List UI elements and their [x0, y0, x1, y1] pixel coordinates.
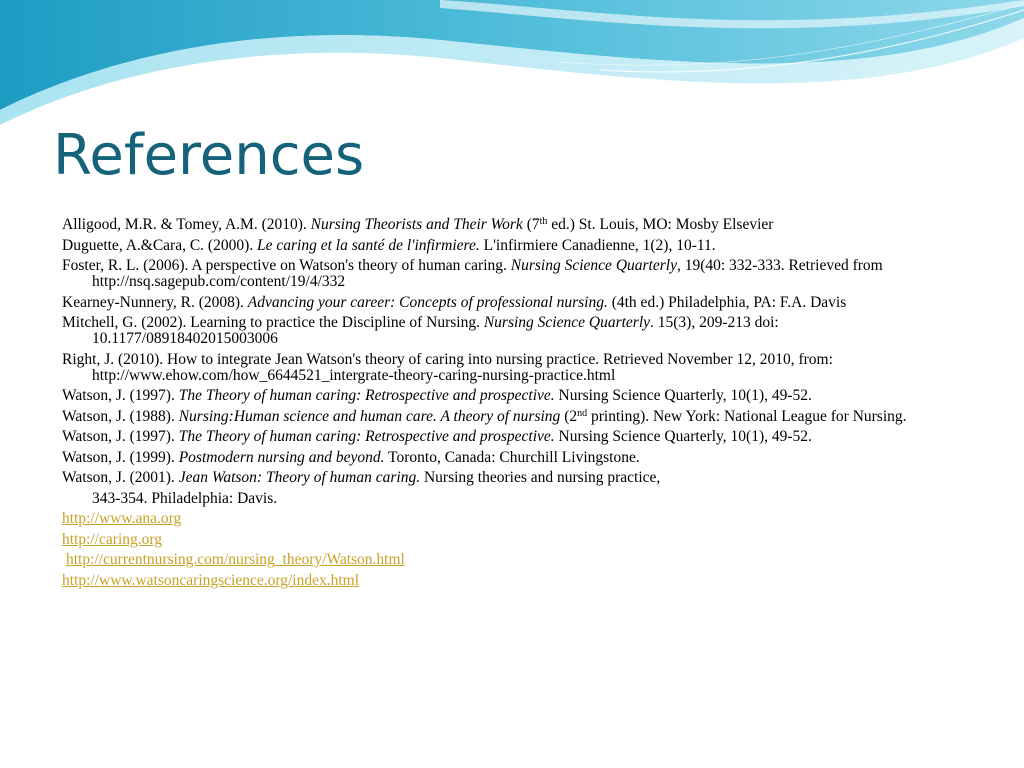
reference-work: Le caring et la santé de l'infirmiere.	[257, 236, 480, 254]
caring-link[interactable]: http://caring.org	[62, 530, 163, 548]
reference-superscript: th	[539, 216, 548, 227]
reference-author: Foster, R. L. (2006). A perspective on Watson's theory of human caring.	[62, 257, 511, 274]
reference-publisher: Nursing Science Quarterly, 10(1), 49-52.	[554, 428, 812, 445]
link-list	[62, 511, 962, 589]
reference-work: Nursing Science Quarterly	[483, 314, 651, 331]
header-wave-decoration	[0, 0, 1024, 130]
reference-item	[62, 238, 962, 254]
reference-item	[62, 388, 962, 404]
reference-work: The Theory of human caring: Retrospective and prospective.	[178, 428, 555, 445]
reference-item	[62, 450, 962, 466]
reference-item	[62, 470, 962, 507]
link-item	[62, 511, 962, 527]
reference-work: The Theory of human caring: Retrospective and prospective.	[178, 387, 555, 404]
reference-publisher: (4th ed.) Philadelphia, PA: F.A. Davis	[607, 293, 847, 311]
reference-item	[62, 217, 962, 233]
reference-work: Nursing Theorists and Their Work	[310, 216, 523, 233]
reference-publisher: ed.) St. Louis, MO: Mosby Elsevier	[547, 216, 774, 233]
reference-author: Watson, J. (1997).	[62, 387, 179, 404]
reference-work: Nursing Science Quarterly	[510, 257, 677, 274]
reference-edition: (2	[560, 407, 578, 425]
reference-author: Mitchell, G. (2002). Learning to practice the Discipline of Nursing.	[62, 314, 484, 331]
reference-publisher: L'infirmiere Canadienne, 1(2), 10-11.	[479, 236, 716, 254]
reference-publisher: . 15(3), 209-213 doi: 10.1177/08918402015003006	[92, 314, 779, 347]
reference-item	[62, 315, 962, 347]
link-item	[62, 532, 962, 548]
reference-list	[62, 217, 962, 593]
reference-author: Right, J. (2010). How to integrate Jean Watson's theory of caring into nursing practice. Retrieved November 12, 2010, from: http://www.ehow.com/how_6644521_intergrate-theory-caring-nursing-practice.html	[62, 350, 833, 384]
reference-publisher: Nursing theories and nursing practice,	[420, 469, 661, 486]
reference-author: Duguette, A.&Cara, C. (2000).	[62, 236, 258, 254]
currentnursing-link[interactable]: http://currentnursing.com/nursing_theory/Watson.html	[66, 551, 405, 568]
reference-author: Watson, J. (1988).	[62, 407, 179, 425]
reference-work: Nursing:Human science and human care. A theory of nursing	[178, 407, 561, 425]
reference-pages: 343-354. Philadelphia: Davis.	[92, 489, 278, 507]
link-item	[62, 552, 962, 568]
reference-item	[62, 295, 962, 311]
reference-author: Alligood, M.R. & Tomey, A.M. (2010).	[62, 216, 311, 233]
link-item	[62, 573, 962, 589]
reference-author: Watson, J. (2001).	[62, 469, 179, 486]
reference-edition: (7	[522, 216, 540, 233]
reference-work: Advancing your career: Concepts of professional nursing.	[247, 293, 608, 311]
reference-item	[62, 352, 962, 384]
reference-publisher: printing). New York: National League for Nursing.	[587, 407, 907, 425]
reference-publisher: Nursing Science Quarterly, 10(1), 49-52.	[554, 387, 812, 404]
reference-author: Kearney-Nunnery, R. (2008).	[62, 293, 248, 311]
reference-author: Watson, J. (1999).	[62, 448, 179, 466]
reference-publisher: Toronto, Canada: Churchill Livingstone.	[384, 448, 640, 466]
ana-link[interactable]: http://www.ana.org	[62, 510, 182, 527]
reference-item	[62, 409, 962, 425]
reference-publisher: , 19(40: 332-333. Retrieved from http://nsq.sagepub.com/content/19/4/332	[92, 257, 883, 290]
reference-work: Postmodern nursing and beyond.	[178, 448, 385, 466]
watsoncaringscience-link[interactable]: http://www.watsoncaringscience.org/index.html	[62, 571, 360, 589]
reference-work: Jean Watson: Theory of human caring.	[178, 469, 421, 486]
reference-author: Watson, J. (1997).	[62, 428, 179, 445]
slide-title: References	[53, 123, 365, 188]
reference-item	[62, 429, 962, 445]
reference-item	[62, 258, 962, 290]
reference-superscript: nd	[577, 407, 588, 419]
